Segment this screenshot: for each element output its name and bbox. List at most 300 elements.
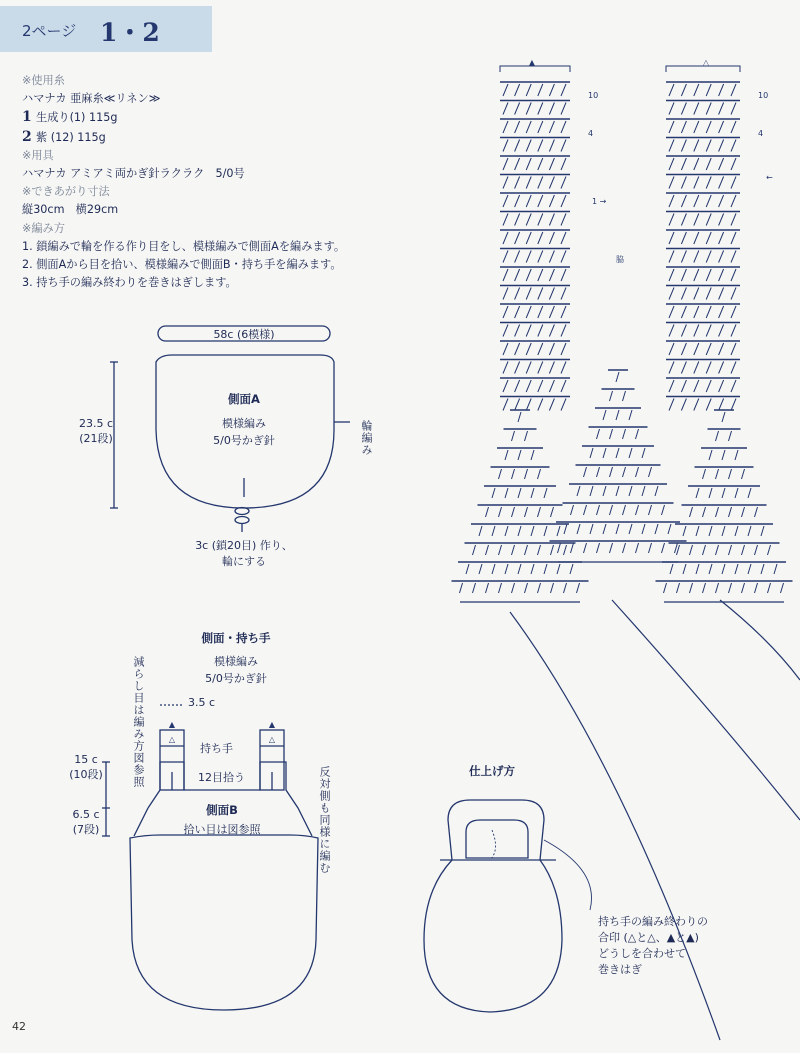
tool-heading: ※用具 xyxy=(22,148,54,162)
chart-stitch xyxy=(669,140,674,152)
chart-fan-stitch xyxy=(623,505,626,515)
chart-stitch xyxy=(669,121,674,133)
chart-fan-stitch xyxy=(544,564,547,574)
chart-stitch xyxy=(515,103,520,115)
chart-left-row-1: 1 → xyxy=(592,197,607,206)
chart-fan-stitch xyxy=(616,448,619,458)
chart-fan-stitch xyxy=(670,564,673,574)
chart-fan-stitch xyxy=(722,488,725,498)
chart-stitch xyxy=(503,251,508,263)
chart-stitch xyxy=(706,195,711,207)
chart-fan-stitch xyxy=(597,543,600,553)
chart-stitch xyxy=(731,399,736,411)
yarn-1-text: 生成り(1) 115g xyxy=(36,111,118,125)
side-b-title: 側面B xyxy=(206,803,238,817)
chart-fan-stitch xyxy=(629,486,632,496)
chart-stitch xyxy=(503,399,508,411)
chart-stitch xyxy=(549,195,554,207)
finishing-note-1: 持ち手の編み終わりの xyxy=(598,915,708,928)
chart-stitch xyxy=(549,232,554,244)
chart-fan-stitch xyxy=(564,545,567,555)
chart-fan-stitch xyxy=(735,526,738,536)
chart-stitch xyxy=(526,269,531,281)
chart-stitch xyxy=(515,380,520,392)
right-handle-mark: ▲ xyxy=(268,720,276,729)
chart-fan-stitch xyxy=(473,583,476,593)
chart-stitch xyxy=(549,306,554,318)
chart-stitch xyxy=(538,214,543,226)
chart-right-arrow: ← xyxy=(766,173,773,182)
chart-stitch xyxy=(503,177,508,189)
chart-right-row-10: 10 xyxy=(758,91,769,100)
chart-stitch xyxy=(526,362,531,374)
chart-fan-stitch xyxy=(690,545,693,555)
chart-stitch xyxy=(561,306,566,318)
chart-fan-stitch xyxy=(473,545,476,555)
chart-fan-stitch xyxy=(597,467,600,477)
chart-fan-stitch xyxy=(577,486,580,496)
chart-fan-stitch xyxy=(709,488,712,498)
chart-stitch xyxy=(669,306,674,318)
chart-fan-stitch xyxy=(571,543,574,553)
chart-stitch xyxy=(549,103,554,115)
diagram-b-pattern: 模様編み xyxy=(214,655,258,668)
chart-fan-stitch xyxy=(538,507,541,517)
chart-stitch xyxy=(731,362,736,374)
chart-stitch xyxy=(549,288,554,300)
chart-fan-stitch xyxy=(742,583,745,593)
chart-stitch xyxy=(706,380,711,392)
chart-stitch xyxy=(706,214,711,226)
chart-stitch xyxy=(706,232,711,244)
side-b-rows: (7段) xyxy=(72,823,100,836)
chart-stitch xyxy=(681,232,686,244)
chart-stitch xyxy=(669,325,674,337)
chart-fan-stitch xyxy=(486,583,489,593)
finishing-note-2: 合印 (△と△、▲と▲) xyxy=(598,931,699,944)
chart-stitch xyxy=(503,195,508,207)
chart-fan-stitch xyxy=(492,488,495,498)
diagram-a-title: 側面A xyxy=(228,392,260,406)
chart-stitch xyxy=(681,158,686,170)
chart-fan-stitch xyxy=(655,486,658,496)
diagram-a-start-1: 3c (鎖20目) 作り、 xyxy=(195,539,293,552)
chart-stitch xyxy=(694,362,699,374)
chart-stitch xyxy=(706,269,711,281)
chart-stitch xyxy=(538,84,543,96)
chart-stitch xyxy=(731,343,736,355)
step-2: 2. 側面Aから目を拾い、模様編みで側面B・持ち手を編みます。 xyxy=(22,258,342,272)
chart-fan-stitch xyxy=(518,412,521,422)
chart-fan-stitch xyxy=(696,526,699,536)
chart-fan-stitch xyxy=(531,564,534,574)
chart-stitch xyxy=(706,121,711,133)
finishing-note-4: 巻きはぎ xyxy=(598,963,642,976)
chart-fan-stitch xyxy=(557,564,560,574)
chart-fan-stitch xyxy=(768,545,771,555)
chart-fan-stitch xyxy=(623,391,626,401)
chart-fan-stitch xyxy=(590,486,593,496)
yarn-2-number: 2 xyxy=(22,128,32,145)
chart-stitch xyxy=(694,195,699,207)
chart-fan-stitch xyxy=(610,391,613,401)
chart-stitch xyxy=(561,362,566,374)
chart-fan-stitch xyxy=(781,583,784,593)
chart-stitch xyxy=(669,288,674,300)
chart-stitch xyxy=(669,195,674,207)
chart-fan-stitch xyxy=(486,507,489,517)
chart-fan-stitch xyxy=(729,545,732,555)
chart-stitch xyxy=(561,195,566,207)
chart-fan-stitch xyxy=(636,429,639,439)
chart-stitch xyxy=(515,177,520,189)
chart-fan-stitch xyxy=(729,507,732,517)
chart-stitch xyxy=(538,158,543,170)
chart-fan-stitch xyxy=(755,507,758,517)
chart-stitch xyxy=(561,84,566,96)
chart-stitch xyxy=(681,103,686,115)
chart-stitch xyxy=(515,158,520,170)
chart-stitch xyxy=(526,195,531,207)
chart-fan-stitch xyxy=(722,412,725,422)
chart-stitch xyxy=(694,177,699,189)
left-handle-open-mark: △ xyxy=(168,735,176,744)
chart-stitch xyxy=(669,214,674,226)
chart-stitch xyxy=(526,325,531,337)
chart-stitch xyxy=(526,251,531,263)
chart-stitch xyxy=(515,214,520,226)
chart-fan-stitch xyxy=(623,543,626,553)
chart-stitch xyxy=(549,269,554,281)
diagram-a-start-2: 輪にする xyxy=(222,555,266,568)
chart-fan-stitch xyxy=(703,583,706,593)
chart-fan-stitch xyxy=(603,524,606,534)
chart-stitch xyxy=(719,158,724,170)
chart-fan-stitch xyxy=(603,410,606,420)
chart-fan-stitch xyxy=(623,429,626,439)
chart-fan-stitch xyxy=(518,526,521,536)
chart-fan-stitch xyxy=(505,564,508,574)
diagram-a-outline xyxy=(156,355,334,508)
chart-stitch xyxy=(719,195,724,207)
chart-fan-stitch xyxy=(716,507,719,517)
chart-stitch xyxy=(538,380,543,392)
chart-fan-stitch xyxy=(531,450,534,460)
chart-stitch xyxy=(719,140,724,152)
pattern-number: 1・2 xyxy=(100,18,160,47)
size-heading: ※できあがり寸法 xyxy=(22,185,110,199)
chart-stitch xyxy=(503,343,508,355)
chart-stitch xyxy=(681,177,686,189)
chart-stitch xyxy=(706,306,711,318)
page-number: 42 xyxy=(12,1020,26,1033)
chart-stitch xyxy=(515,269,520,281)
chart-fan-stitch xyxy=(629,410,632,420)
chart-stitch xyxy=(694,399,699,411)
chart-stitch xyxy=(561,399,566,411)
chart-stitch xyxy=(526,380,531,392)
chart-stitch xyxy=(681,214,686,226)
chart-fan-stitch xyxy=(722,526,725,536)
chart-stitch xyxy=(719,84,724,96)
chart-stitch xyxy=(719,269,724,281)
chart-stitch xyxy=(561,140,566,152)
chart-stitch xyxy=(669,177,674,189)
chart-fan-stitch xyxy=(525,469,528,479)
chart-fan-stitch xyxy=(616,486,619,496)
chart-stitch xyxy=(538,288,543,300)
chart-stitch xyxy=(538,362,543,374)
chart-stitch xyxy=(694,84,699,96)
chart-stitch xyxy=(681,325,686,337)
chart-fan-stitch xyxy=(716,431,719,441)
chart-fan-stitch xyxy=(584,467,587,477)
chart-fan-stitch xyxy=(544,488,547,498)
chart-fan-stitch xyxy=(735,564,738,574)
chart-stitch xyxy=(694,121,699,133)
chart-stitch xyxy=(538,140,543,152)
chart-fan-stitch xyxy=(616,372,619,382)
chart-fan-stitch xyxy=(642,524,645,534)
chart-stitch xyxy=(694,306,699,318)
chart-fan-stitch xyxy=(512,469,515,479)
chart-stitch xyxy=(719,214,724,226)
chart-stitch xyxy=(719,121,724,133)
chart-stitch xyxy=(561,232,566,244)
chart-fan-stitch xyxy=(696,488,699,498)
chart-fan-stitch xyxy=(564,524,567,534)
page-reference: 2ページ xyxy=(22,22,77,40)
chart-stitch xyxy=(681,288,686,300)
chart-stitch xyxy=(503,362,508,374)
chart-mark-filled: ▲ xyxy=(528,58,536,67)
chart-stitch xyxy=(538,343,543,355)
diagram-a-hook: 5/0号かぎ針 xyxy=(213,434,275,447)
chart-fan-stitch xyxy=(722,564,725,574)
chart-fan-stitch xyxy=(683,564,686,574)
diagram-a-pattern: 模様編み xyxy=(222,417,266,430)
chart-stitch xyxy=(549,158,554,170)
chart-fan-stitch xyxy=(518,450,521,460)
chart-stitch xyxy=(731,121,736,133)
chart-stitch xyxy=(515,362,520,374)
yarn-1-number: 1 xyxy=(22,109,32,126)
chart-fan-stitch xyxy=(729,431,732,441)
chart-stitch xyxy=(515,306,520,318)
chart-fan-stitch xyxy=(505,488,508,498)
chart-fan-stitch xyxy=(603,486,606,496)
chart-fan-stitch xyxy=(742,469,745,479)
chart-stitch xyxy=(526,84,531,96)
chart-stitch xyxy=(515,343,520,355)
chart-fan-stitch xyxy=(716,545,719,555)
chart-stitch xyxy=(719,288,724,300)
chart-fan-stitch xyxy=(518,564,521,574)
chart-fan-stitch xyxy=(610,505,613,515)
chart-stitch xyxy=(538,251,543,263)
chart-fan-stitch xyxy=(683,526,686,536)
chart-stitch xyxy=(731,325,736,337)
chart-stitch xyxy=(561,251,566,263)
chart-stitch xyxy=(694,380,699,392)
chart-stitch xyxy=(549,343,554,355)
chart-fan-stitch xyxy=(716,469,719,479)
chart-stitch xyxy=(515,325,520,337)
chart-fan-stitch xyxy=(564,583,567,593)
chart-fan-stitch xyxy=(748,488,751,498)
handle-label: 持ち手 xyxy=(200,742,233,755)
diagram-a-top-width: 58c (6模様) xyxy=(213,328,275,341)
chart-stitch xyxy=(719,251,724,263)
chart-stitch xyxy=(681,306,686,318)
chart-fan-stitch xyxy=(703,545,706,555)
chart-fan-stitch xyxy=(616,410,619,420)
chart-stitch xyxy=(526,232,531,244)
chart-fan-stitch xyxy=(551,507,554,517)
chart-fan-stitch xyxy=(742,545,745,555)
method-heading: ※編み方 xyxy=(22,221,65,235)
chart-stitch xyxy=(731,306,736,318)
chart-stitch xyxy=(669,84,674,96)
right-handle-open-mark: △ xyxy=(268,735,276,744)
chart-stitch xyxy=(706,84,711,96)
chart-side-label: 脇 xyxy=(616,255,624,264)
chart-stitch xyxy=(549,380,554,392)
chart-stitch xyxy=(706,362,711,374)
chart-stitch xyxy=(561,380,566,392)
chart-stitch xyxy=(549,325,554,337)
chart-fan-stitch xyxy=(551,583,554,593)
yarn-name: ハマナカ 亜麻糸≪リネン≫ xyxy=(22,92,161,106)
chart-stitch xyxy=(515,232,520,244)
chart-fan-stitch xyxy=(610,467,613,477)
chart-fan-stitch xyxy=(584,543,587,553)
chart-stitch xyxy=(526,177,531,189)
yarn-2-text: 紫 (12) 115g xyxy=(36,130,106,144)
chart-fan-stitch xyxy=(499,583,502,593)
chart-stitch xyxy=(549,214,554,226)
size: 縦30cm 横29cm xyxy=(22,203,119,217)
chart-fan-stitch xyxy=(610,543,613,553)
chart-stitch xyxy=(706,325,711,337)
chart-fan-stitch xyxy=(499,469,502,479)
chart-stitch xyxy=(694,288,699,300)
chart-stitch xyxy=(681,84,686,96)
chart-fan-stitch xyxy=(761,526,764,536)
chart-stitch xyxy=(561,269,566,281)
chart-stitch xyxy=(731,288,736,300)
chart-fan-stitch xyxy=(677,583,680,593)
chart-stitch xyxy=(669,343,674,355)
tool: ハマナカ アミアミ両かぎ針ラクラク 5/0号 xyxy=(22,167,245,181)
chart-stitch xyxy=(549,399,554,411)
chart-stitch xyxy=(538,121,543,133)
chart-stitch xyxy=(503,306,508,318)
chart-stitch xyxy=(503,288,508,300)
chart-fan-stitch xyxy=(512,545,515,555)
chart-stitch xyxy=(681,251,686,263)
chart-fan-stitch xyxy=(761,564,764,574)
chart-stitch xyxy=(549,121,554,133)
chart-fan-stitch xyxy=(531,526,534,536)
chart-fan-stitch xyxy=(512,507,515,517)
chart-stitch xyxy=(503,380,508,392)
chart-stitch xyxy=(526,343,531,355)
chart-stitch xyxy=(669,362,674,374)
finishing-note-3: どうしを合わせて xyxy=(598,947,686,960)
chart-stitch xyxy=(681,343,686,355)
chart-stitch xyxy=(731,251,736,263)
chart-fan-stitch xyxy=(629,448,632,458)
chart-stitch xyxy=(561,103,566,115)
chart-stitch xyxy=(706,343,711,355)
chart-fan-stitch xyxy=(544,526,547,536)
chart-stitch xyxy=(706,177,711,189)
left-handle-mark: ▲ xyxy=(168,720,176,729)
chart-stitch xyxy=(515,121,520,133)
chart-fan-stitch xyxy=(460,583,463,593)
chart-fan-stitch xyxy=(538,469,541,479)
chart-fan-stitch xyxy=(584,505,587,515)
chart-stitch xyxy=(526,399,531,411)
chart-fan-stitch xyxy=(642,448,645,458)
chart-fan-stitch xyxy=(577,583,580,593)
chart-stitch xyxy=(719,306,724,318)
chart-fan-stitch xyxy=(690,507,693,517)
chart-stitch xyxy=(526,288,531,300)
chart-stitch xyxy=(731,140,736,152)
chart-stitch xyxy=(549,140,554,152)
chart-stitch xyxy=(694,343,699,355)
chart-fan-stitch xyxy=(716,583,719,593)
chart-stitch xyxy=(515,195,520,207)
chart-fan-stitch xyxy=(505,450,508,460)
chart-stitch xyxy=(669,269,674,281)
chart-stitch xyxy=(731,380,736,392)
chart-stitch xyxy=(526,140,531,152)
chart-fan-stitch xyxy=(755,583,758,593)
finishing-title: 仕上げ方 xyxy=(469,764,515,778)
chart-fan-stitch xyxy=(662,543,665,553)
chart-fan-stitch xyxy=(729,583,732,593)
chart-stitch xyxy=(538,232,543,244)
chart-fan-stitch xyxy=(655,524,658,534)
chart-fan-stitch xyxy=(664,583,667,593)
chart-stitch xyxy=(719,362,724,374)
chart-stitch xyxy=(515,399,520,411)
chart-fan-stitch xyxy=(518,488,521,498)
chart-fan-stitch xyxy=(649,543,652,553)
chart-fan-stitch xyxy=(590,524,593,534)
chart-stitch xyxy=(526,214,531,226)
chart-fan-stitch xyxy=(768,583,771,593)
chart-fan-stitch xyxy=(499,507,502,517)
chart-stitch xyxy=(694,269,699,281)
chart-fan-stitch xyxy=(577,524,580,534)
chart-left-row-10: 10 xyxy=(588,91,599,100)
chart-stitch xyxy=(538,306,543,318)
chart-stitch xyxy=(561,158,566,170)
chart-fan-stitch xyxy=(597,505,600,515)
chart-stitch xyxy=(731,84,736,96)
chart-stitch xyxy=(694,232,699,244)
chart-mark-open: △ xyxy=(702,58,710,67)
chart-fan-stitch xyxy=(531,488,534,498)
chart-fan-stitch xyxy=(479,526,482,536)
chart-fan-stitch xyxy=(512,431,515,441)
chart-fan-stitch xyxy=(709,564,712,574)
chart-stitch xyxy=(515,251,520,263)
